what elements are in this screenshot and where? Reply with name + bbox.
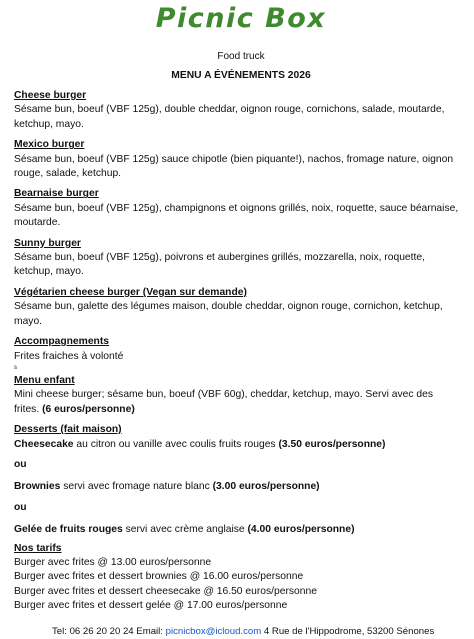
footer-email-label: Email: xyxy=(136,626,163,637)
section-accompagnements xyxy=(14,335,460,372)
section-title: Menu enfant xyxy=(14,374,75,386)
section-vege xyxy=(14,286,460,329)
section-text xyxy=(14,388,460,417)
section-menu-enfant xyxy=(14,374,460,417)
footer-email-link[interactable]: picnicbox@icloud.com xyxy=(165,626,262,637)
tarif-line: Burger avec frites et dessert brownies @ 16.00 euros/personne xyxy=(14,571,304,583)
enfant-price: (6 euros/personne) xyxy=(42,403,135,415)
section-bearnaise xyxy=(14,187,460,230)
enfant-desc: Mini cheese burger; sésame bun, boeuf (VBF 60g), cheddar, ketchup, mayo. Servi avec des frites. xyxy=(14,389,433,415)
section-title: Mexico burger xyxy=(14,139,85,151)
dessert-name: Brownies xyxy=(14,481,61,493)
section-title: Accompagnements xyxy=(14,336,109,348)
section-title: Sunny burger xyxy=(14,237,81,249)
dessert-item xyxy=(14,480,460,494)
section-title: Bearnaise burger xyxy=(14,188,99,200)
section-desserts xyxy=(14,423,460,537)
section-text: Sésame bun, boeuf (VBF 125g), poivrons et aubergines grillés, mozzarella, noix, roquette, ketchup, mayo. xyxy=(14,252,425,278)
dessert-price: (3.50 euros/personne) xyxy=(278,438,386,450)
dessert-item xyxy=(14,438,460,452)
section-mexico xyxy=(14,138,460,181)
section-title: Desserts (fait maison) xyxy=(14,424,122,436)
dessert-name: Cheesecake xyxy=(14,438,74,450)
stray-mark: s xyxy=(14,364,17,371)
section-text: Sésame bun, boeuf (VBF 125g), champignons et oignons grillés, noix, roquette, sauce béarnaise, moutarde. xyxy=(14,202,459,229)
section-text: Sésame bun, galette des légumes maison, double cheddar, oignon rouge, cornichon, ketchup, mayo. xyxy=(14,301,443,327)
subtitle: Food truck xyxy=(217,51,265,62)
section-sunny xyxy=(14,237,460,280)
dessert-desc: au citron ou vanille avec coulis fruits rouges xyxy=(73,438,279,450)
section-title: Cheese burger xyxy=(14,90,87,101)
dessert-price: (4.00 euros/personne) xyxy=(247,524,355,536)
menu-title: MENU A ÉVÉNEMENTS 2026 xyxy=(171,70,311,81)
section-cheese xyxy=(14,89,460,132)
section-title: Nos tarifs xyxy=(14,542,62,554)
logo: Picnic Box xyxy=(155,3,327,34)
or-separator: ou xyxy=(14,458,27,470)
tarif-line: Burger avec frites @ 13.00 euros/personne xyxy=(14,556,212,568)
section-text: Sésame bun, boeuf (VBF 125g) sauce chipotle (bien piquante!), nachos, fromage nature, oignon rouge, salade, ketchup. xyxy=(14,153,454,180)
section-title: Végétarien cheese burger (Vegan sur demande) xyxy=(14,286,247,298)
or-separator: ou xyxy=(14,501,27,513)
footer-address: 4 Rue de l'Hippodrome, 53200 Sénones xyxy=(263,626,435,637)
dessert-name: Gelée de fruits rouges xyxy=(14,524,123,536)
menu-content xyxy=(14,89,460,620)
tarif-line: Burger avec frites et dessert cheesecake @ 16.50 euros/personne xyxy=(14,585,317,597)
section-tarifs xyxy=(14,542,460,614)
dessert-price: (3.00 euros/personne) xyxy=(212,481,320,493)
footer xyxy=(52,625,472,639)
tarif-line: Burger avec frites et dessert gelée @ 17.00 euros/personne xyxy=(14,600,288,612)
dessert-desc: servi avec crème anglaise xyxy=(122,524,248,536)
section-text: Frites fraiches à volonté xyxy=(14,350,124,362)
section-text: Sésame bun, boeuf (VBF 125g), double cheddar, oignon rouge, cornichons, salade, moutarde, ketchup, mayo. xyxy=(14,104,445,130)
dessert-desc: servi avec fromage nature blanc xyxy=(60,481,213,493)
footer-phone: Tel: 06 26 20 20 24 xyxy=(52,626,134,637)
dessert-item xyxy=(14,523,460,537)
